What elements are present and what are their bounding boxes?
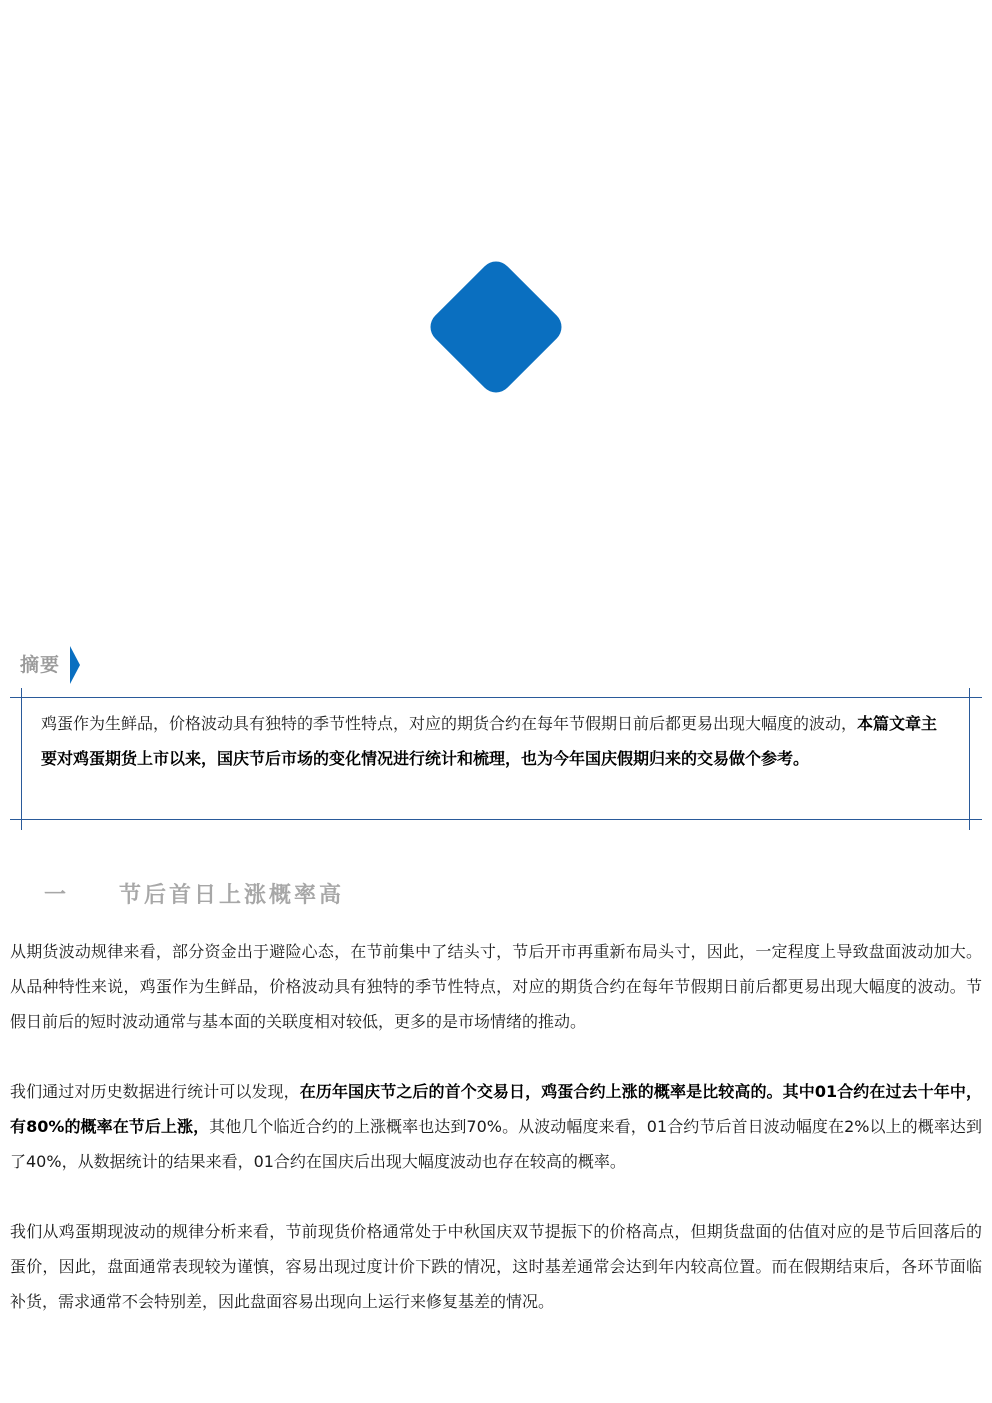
abstract-box-left-line (21, 688, 22, 830)
abstract-box-bottom-line (10, 819, 982, 820)
paragraph-2-highlight: 在历年国庆节之后的首个交易日，鸡蛋合约上涨的概率是比较高的。其中01合约在过去十年中，有80%的概率在节后上涨， (10, 1082, 982, 1136)
paragraph-2-rest: 其他几个临近合约的上涨概率也达到70%。从波动幅度来看，01合约节后首日波动幅度在2%以上的概率达到了40%，从数据统计的结果来看，01合约在国庆后出现大幅度波动也存在较高的概率。 (10, 1117, 982, 1171)
paragraph-1: 从期货波动规律来看，部分资金出于避险心态，在节前集中了结头寸，节后开市再重新布局头寸，因此，一定程度上导致盘面波动加大。从品种特性来说，鸡蛋作为生鲜品，价格波动具有独特的季节性特点，对应的期货合约在每年节假期日前后都更易出现大幅度的波动。节假日前后的短时波动通常与基本面的关联度相对较低，更多的是市场情绪的推动。 (10, 942, 982, 1031)
paragraph-3: 我们从鸡蛋期现波动的规律分析来看，节前现货价格通常处于中秋国庆双节提振下的价格高点，但期货盘面的估值对应的是节后回落后的蛋价，因此，盘面通常表现较为谨慎，容易出现过度计价下跌的情况，这时基差通常会达到年内较高位置。而在假期结束后，各环节面临补货，需求通常不会特别差，因此盘面容易出现向上运行来修复基差的情况。 (10, 1222, 982, 1311)
abstract-text (41, 706, 953, 776)
abstract-text-plain: 鸡蛋作为生鲜品，价格波动具有独特的季节性特点，对应的期货合约在每年节假期日前后都更易出现大幅度的波动， (41, 714, 858, 733)
paragraph-2-intro: 我们通过对历史数据进行统计可以发现， (10, 1082, 300, 1101)
section-heading (44, 878, 344, 909)
section-title: 节后首日上涨概率高 (119, 883, 345, 908)
abstract-text-bold: 本篇文章主要对鸡蛋期货上市以来，国庆节后市场的变化情况进行统计和梳理，也为今年国庆假期归来的交易做个参考。 (41, 714, 938, 768)
section-number: 一 (44, 883, 70, 908)
logo-diamond-icon (424, 255, 568, 399)
abstract-box-right-line (969, 688, 970, 830)
paragraph-2 (10, 1074, 982, 1179)
abstract-box-top-line (10, 697, 982, 698)
chevron-right-icon (70, 646, 80, 684)
abstract-label: 摘要 (20, 654, 61, 676)
